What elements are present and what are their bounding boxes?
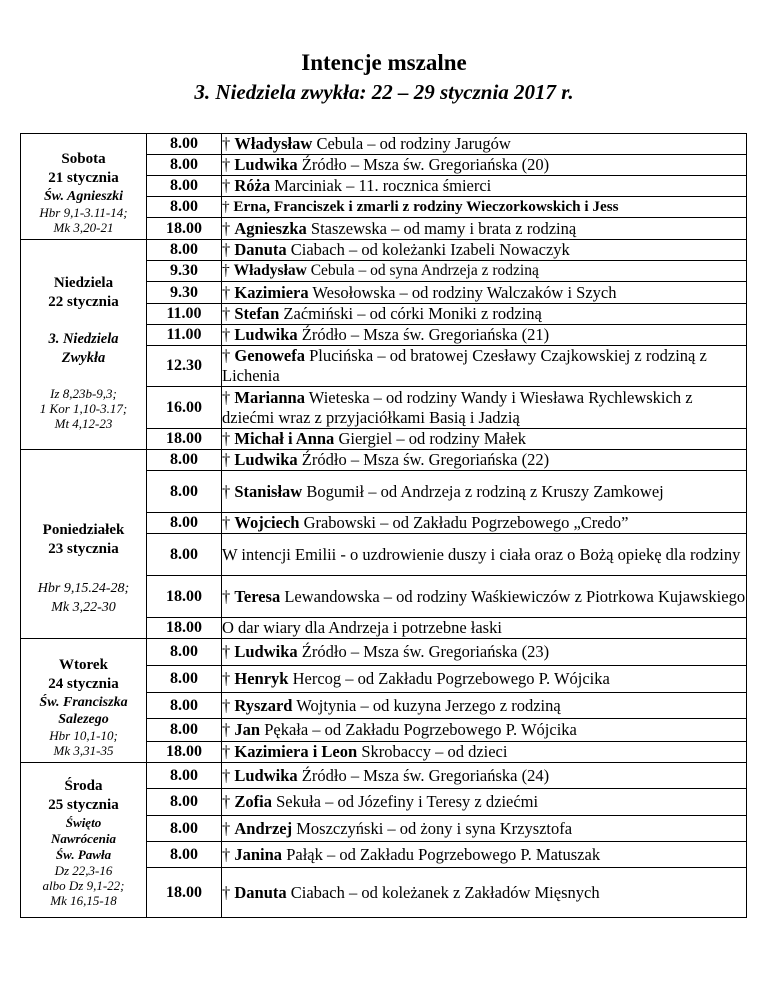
intention-text: Ciabach – od koleżanki Izabeli Nowaczyk <box>286 240 570 259</box>
day-readings: Mk 3,20-21 <box>53 220 114 235</box>
mass-intention <box>222 666 747 693</box>
intention-text: Giergiel – od rodziny Małek <box>334 429 527 448</box>
intention-text: Ciabach – od koleżanek z Zakładów Mięsnych <box>286 882 600 902</box>
cross-icon: † <box>222 325 231 344</box>
deceased-name: Janina <box>234 844 283 864</box>
mass-time: 18.00 <box>147 576 222 618</box>
cross-icon: † <box>222 134 231 153</box>
intention-text: Źródło – Msza św. Gregoriańska (22) <box>297 450 550 469</box>
mass-intention <box>222 534 747 576</box>
mass-time: 9.30 <box>147 261 222 282</box>
day-readings: Mk 16,15-18 <box>50 892 117 908</box>
mass-time: 8.00 <box>147 513 222 534</box>
day-saint: Św. Agnieszki <box>43 189 124 204</box>
intention-text: Źródło – Msza św. Gregoriańska (20) <box>297 155 550 174</box>
mass-time: 18.00 <box>147 218 222 240</box>
intention-text: Grabowski – od Zakładu Pogrzebowego „Credo” <box>299 513 629 532</box>
day-date: 22 stycznia <box>48 294 119 310</box>
mass-intention <box>222 240 747 261</box>
mass-time: 8.00 <box>147 693 222 719</box>
mass-intention <box>222 429 747 450</box>
intention-text: Bogumił – od Andrzeja z rodziną z Kruszy Zamkowej <box>302 481 664 501</box>
cross-icon: † <box>222 450 231 469</box>
mass-time: 18.00 <box>147 868 222 918</box>
mass-intention <box>222 387 747 429</box>
day-saint: Salezego <box>58 711 109 727</box>
day-readings: 1 Kor 1,10-3.17; <box>39 401 128 416</box>
mass-intention <box>222 719 747 742</box>
day-saint: Św. Franciszka <box>39 694 128 710</box>
cross-icon: † <box>222 218 231 238</box>
cross-icon: † <box>222 765 231 785</box>
day-name: Niedziela <box>53 275 114 291</box>
mass-time: 8.00 <box>147 816 222 842</box>
day-date: 23 stycznia <box>48 541 119 557</box>
mass-time: 8.00 <box>147 471 222 513</box>
mass-time: 8.00 <box>147 789 222 816</box>
mass-intention <box>222 176 747 197</box>
deceased-name: Wojciech <box>234 513 300 532</box>
mass-time: 8.00 <box>147 763 222 789</box>
mass-intention <box>222 763 747 789</box>
cross-icon: † <box>222 513 231 532</box>
mass-intention <box>222 155 747 176</box>
cross-icon: † <box>222 240 231 259</box>
day-feast: Zwykła <box>61 350 106 366</box>
deceased-name: Jan <box>234 720 261 739</box>
cross-icon: † <box>222 346 231 365</box>
mass-intention <box>222 346 747 387</box>
mass-time: 12.30 <box>147 346 222 387</box>
deceased-name: Kazimiera <box>234 282 309 302</box>
intention-text: Wesołowska – od rodziny Walczaków i Szych <box>308 282 617 302</box>
mass-time: 18.00 <box>147 742 222 763</box>
mass-intention <box>222 304 747 325</box>
cross-icon: † <box>222 792 231 811</box>
mass-time: 8.00 <box>147 719 222 742</box>
mass-time: 8.00 <box>147 197 222 218</box>
cross-icon: † <box>222 818 231 838</box>
day-name: Poniedziałek <box>42 522 125 538</box>
intention-text: Zaćmiński – od córki Moniki z rodziną <box>279 304 542 323</box>
intention-text: Pękała – od Zakładu Pogrzebowego P. Wójcika <box>260 720 577 739</box>
deceased-name: Stanisław <box>234 481 303 501</box>
day-readings: Mk 3,22-30 <box>51 600 116 615</box>
deceased-name: Henryk <box>234 669 289 688</box>
intention-text: W intencji Emilii - o uzdrowienie duszy i ciała oraz o Bożą opiekę dla rodziny <box>222 544 741 564</box>
page-subtitle: 3. Niedziela zwykła: 22 – 29 stycznia 2017 r. <box>194 80 574 104</box>
deceased-name: Andrzej <box>234 818 293 838</box>
cross-icon: † <box>222 481 231 501</box>
deceased-name: Danuta <box>234 240 287 259</box>
intention-text: Źródło – Msza św. Gregoriańska (23) <box>297 642 550 661</box>
mass-time: 8.00 <box>147 842 222 868</box>
day-feast: Święto <box>65 814 102 830</box>
cross-icon: † <box>222 198 230 215</box>
intention-text: Wieteska – od rodziny Wandy i Wiesława Rychlewskich z dziećmi wraz z przyjaciółkami Basią i Jadzią <box>222 387 693 427</box>
day-readings: Dz 22,3-16 <box>54 862 113 878</box>
deceased-name: Ryszard <box>234 695 293 715</box>
mass-intention <box>222 816 747 842</box>
day-feast: Św. Pawła <box>55 846 112 862</box>
deceased-name: Teresa <box>234 586 281 606</box>
intention-text: Skrobaccy – od dzieci <box>357 742 508 761</box>
intention-text: Marciniak – 11. rocznica śmierci <box>270 176 492 195</box>
intention-text: Hercog – od Zakładu Pogrzebowego P. Wójcika <box>288 669 610 688</box>
cross-icon: † <box>222 429 231 448</box>
deceased-name: Ludwika <box>234 325 298 344</box>
day-name: Środa <box>64 777 103 794</box>
day-readings: Mt 4,12-23 <box>54 416 113 431</box>
deceased-name: Danuta <box>234 882 287 902</box>
intention-text: Plucińska – od bratowej Czesławy Czajkowskiej z rodziną z Lichenia <box>222 346 707 385</box>
day-date: 24 stycznia <box>48 675 119 692</box>
day-feast: Nawrócenia <box>51 830 116 846</box>
day-cell-saturday <box>21 134 147 240</box>
deceased-name: Marianna <box>234 387 305 407</box>
mass-time: 18.00 <box>147 618 222 639</box>
mass-time: 11.00 <box>147 325 222 346</box>
day-date: 25 stycznia <box>48 796 119 813</box>
mass-intention <box>222 868 747 918</box>
deceased-name: Ludwika <box>234 155 298 174</box>
intention-text: Cebula – od rodziny Jarugów <box>312 134 511 153</box>
cross-icon: † <box>222 155 231 174</box>
intention-text: O dar wiary dla Andrzeja i potrzebne łaski <box>222 618 502 637</box>
deceased-name: Władysław <box>233 262 307 279</box>
cross-icon: † <box>222 742 231 761</box>
mass-time: 18.00 <box>147 429 222 450</box>
mass-intention <box>222 325 747 346</box>
mass-intention <box>222 742 747 763</box>
mass-intention <box>222 282 747 304</box>
day-readings: Hbr 10,1-10; <box>49 727 118 743</box>
mass-time: 11.00 <box>147 304 222 325</box>
mass-intention <box>222 513 747 534</box>
mass-intention <box>222 842 747 868</box>
cross-icon: † <box>222 282 231 302</box>
cross-icon: † <box>222 304 231 323</box>
intention-text: Lewandowska – od rodziny Waśkiewiczów z Piotrkowa Kujawskiego <box>280 586 746 606</box>
day-date: 21 stycznia <box>48 170 119 186</box>
intention-text: Pałąk – od Zakładu Pogrzebowego P. Matuszak <box>282 844 601 864</box>
mass-intention <box>222 450 747 471</box>
intention-text: Cebula – od syna Andrzeja z rodziną <box>306 262 539 279</box>
mass-intention <box>222 134 747 155</box>
cross-icon: † <box>222 720 231 739</box>
mass-intentions-table <box>20 133 747 918</box>
mass-intention <box>222 618 747 639</box>
day-name: Wtorek <box>59 656 108 673</box>
cross-icon: † <box>222 669 231 688</box>
deceased-name: Zofia <box>234 792 272 811</box>
cross-icon: † <box>222 387 231 407</box>
deceased-name: Genowefa <box>234 346 305 365</box>
day-readings: Hbr 9,15.24-28; <box>37 581 130 596</box>
day-cell-wednesday <box>21 763 147 918</box>
deceased-name: Erna, Franciszek i zmarli z rodziny Wieczorkowskich i Jess <box>233 198 619 215</box>
cross-icon: † <box>222 176 231 195</box>
mass-time: 8.00 <box>147 155 222 176</box>
deceased-name: Agnieszka <box>234 218 307 238</box>
intention-text: Źródło – Msza św. Gregoriańska (21) <box>297 325 550 344</box>
intention-text: Źródło – Msza św. Gregoriańska (24) <box>297 765 550 785</box>
mass-time: 8.00 <box>147 134 222 155</box>
mass-intention <box>222 789 747 816</box>
cross-icon: † <box>222 695 231 715</box>
day-cell-monday <box>21 450 147 639</box>
intention-text: Wojtynia – od kuzyna Jerzego z rodziną <box>292 695 561 715</box>
deceased-name: Ludwika <box>234 642 298 661</box>
mass-time: 8.00 <box>147 450 222 471</box>
mass-time: 16.00 <box>147 387 222 429</box>
deceased-name: Ludwika <box>234 450 298 469</box>
cross-icon: † <box>222 586 231 606</box>
mass-time: 8.00 <box>147 534 222 576</box>
day-readings: Iz 8,23b-9,3; <box>50 386 117 401</box>
day-feast: 3. Niedziela <box>48 331 119 347</box>
day-name: Sobota <box>61 151 106 167</box>
mass-time: 8.00 <box>147 176 222 197</box>
day-cell-sunday <box>21 240 147 450</box>
mass-intention <box>222 471 747 513</box>
deceased-name: Róża <box>234 176 271 195</box>
mass-intention <box>222 218 747 240</box>
mass-time: 8.00 <box>147 666 222 693</box>
intention-text: Sekuła – od Józefiny i Teresy z dziećmi <box>271 792 539 811</box>
mass-time: 8.00 <box>147 240 222 261</box>
intention-text: Staszewska – od mamy i brata z rodziną <box>306 218 577 238</box>
mass-time: 8.00 <box>147 639 222 666</box>
deceased-name: Ludwika <box>234 765 298 785</box>
deceased-name: Michał i Anna <box>234 429 335 448</box>
mass-time: 9.30 <box>147 282 222 304</box>
day-readings: albo Dz 9,1-22; <box>42 877 125 893</box>
cross-icon: † <box>222 262 230 279</box>
deceased-name: Kazimiera i Leon <box>234 742 358 761</box>
mass-intention <box>222 197 747 218</box>
mass-intention <box>222 261 747 282</box>
mass-intention <box>222 639 747 666</box>
cross-icon: † <box>222 844 231 864</box>
day-cell-tuesday <box>21 639 147 763</box>
mass-intention <box>222 693 747 719</box>
deceased-name: Władysław <box>234 134 313 153</box>
mass-intention <box>222 576 747 618</box>
deceased-name: Stefan <box>234 304 280 323</box>
page-title: Intencje mszalne <box>301 50 467 75</box>
cross-icon: † <box>222 882 231 902</box>
day-readings: Mk 3,31-35 <box>53 742 114 758</box>
day-readings: Hbr 9,1-3.11-14; <box>39 205 128 220</box>
intention-text: Moszczyński – od żony i syna Krzysztofa <box>292 818 573 838</box>
cross-icon: † <box>222 642 231 661</box>
